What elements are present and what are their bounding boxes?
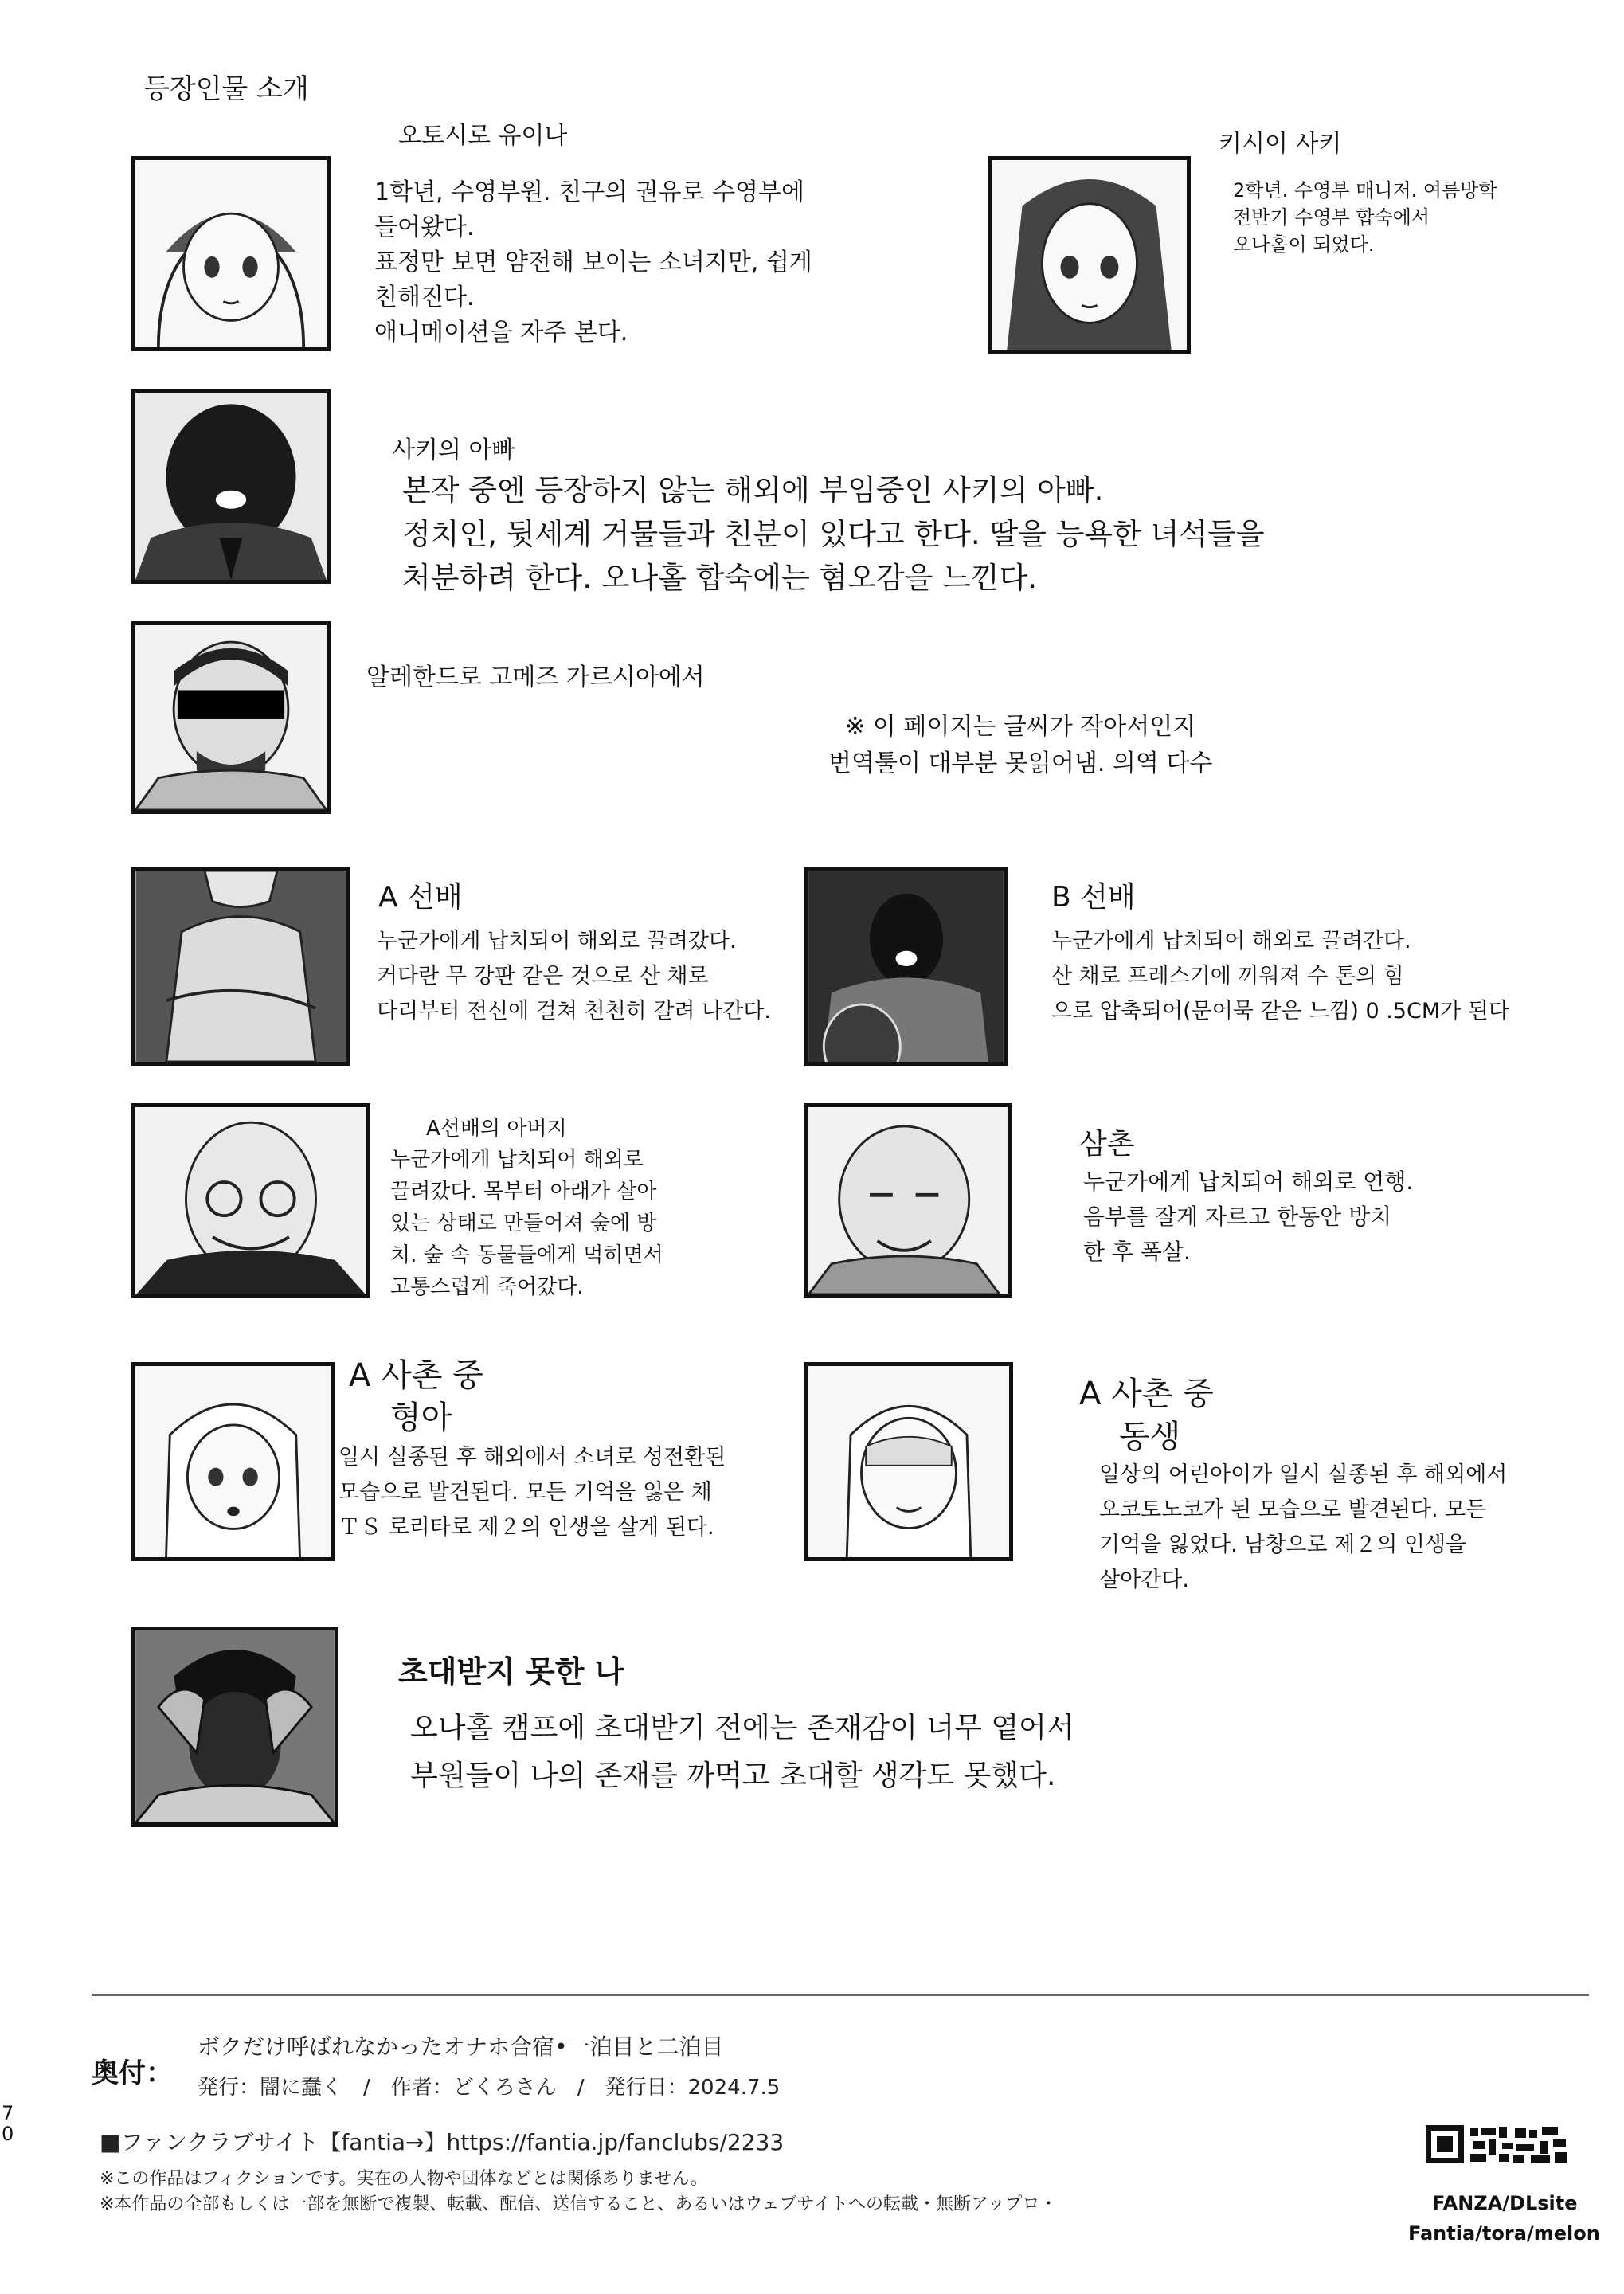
name-b-senpai: B 선배 <box>1051 881 1136 914</box>
desc-a-senpai: 누군가에게 납치되어 해외로 끌려갔다. 커다란 무 강판 같은 것으로 산 채로 다리부터 전신에 걸쳐 천천히 갈려 나간다. <box>377 929 771 1024</box>
colophon-divider <box>92 1994 1589 1996</box>
name-cousin-younger-1: A 사촌 중 <box>1079 1376 1214 1412</box>
desc-yuina: 1학년, 수영부원. 친구의 권유로 수영부에 들어왔다. 표정만 보면 얌전해 보이는 소녀지만, 쉽게 친해진다. 애니메이션을 자주 본다. <box>374 178 812 346</box>
portrait-alejandro <box>131 621 331 814</box>
name-cousin-elder-2: 형아 <box>390 1399 452 1436</box>
portrait-me <box>131 1627 338 1827</box>
desc-b-senpai: 누군가에게 납치되어 해외로 끌려간다. 산 채로 프레스기에 끼워져 수 톤의 힘 으로 압축되어(문어묵 같은 느낌) 0 .5CM가 된다 <box>1051 929 1509 1024</box>
portrait-b-senpai <box>804 867 1008 1066</box>
portrait-a-senpai <box>131 867 350 1066</box>
desc-a-senpai-father: 누군가에게 납치되어 해외로 끌려갔다. 목부터 아래가 살아 있는 상태로 만들어져 숲에 방 치. 숲 속 동물들에게 먹히면서 고통스럽게 죽어갔다. <box>390 1148 663 1299</box>
translator-note: ※ 이 페이지는 글씨가 작아서인지 번역툴이 대부분 못읽어냄. 의역 다수 <box>828 713 1213 777</box>
stores-line-2: Fantia/tora/melon <box>1408 2222 1600 2245</box>
colophon-meta: 発行：闇に蠢く / 作者：どくろさん / 発行日：2024.7.5 <box>198 2076 781 2100</box>
portrait-cousin-younger <box>804 1362 1013 1561</box>
desc-cousin-younger: 일상의 어린아이가 일시 실종된 후 해외에서 오코토노코가 된 모습으로 발견된다. 모든 기억을 잃었다. 남창으로 제２의 인생을 살아간다. <box>1099 1462 1508 1592</box>
name-a-senpai-father: A선배의 아버지 <box>426 1117 567 1141</box>
colophon-label: 奥付： <box>92 2057 173 2089</box>
desc-saki-father: 본작 중엔 등장하지 않는 해외에 부임중인 사키의 아빠. 정치인, 뒷세계 거물들과 친분이 있다고 한다. 딸을 능욕한 녀석들을 처분하려 한다. 오나홀 합숙에는 혐오감을 느낀다. <box>402 473 1265 595</box>
name-yuina: 오토시로 유이나 <box>398 122 568 150</box>
portrait-uncle <box>804 1103 1012 1298</box>
desc-uncle: 누군가에게 납치되어 해외로 연행. 음부를 잘게 자르고 한동안 방치 한 후 폭살. <box>1083 1169 1414 1265</box>
name-a-senpai: A 선배 <box>378 881 463 914</box>
portrait-cousin-elder <box>131 1362 335 1561</box>
portrait-yuina <box>131 156 331 351</box>
colophon-title: ボクだけ呼ばれなかったオナホ合宿•一泊目と二泊目 <box>198 2034 724 2060</box>
qr-code <box>1426 2125 1569 2163</box>
page-title: 등장인물 소개 <box>143 73 309 105</box>
colophon-notice-2: ※本作品の全部もしくは一部を無断で複製、転載、配信、送信すること、あるいはウェブサイトへの転載・無断アップロ・ <box>100 2194 1058 2214</box>
desc-me: 오나홀 캠프에 초대받기 전에는 존재감이 너무 옅어서 부원들이 나의 존재를 까먹고 초대할 생각도 못했다. <box>410 1712 1074 1792</box>
portrait-saki-father <box>131 389 331 584</box>
portrait-a-senpai-father <box>131 1103 370 1298</box>
colophon-notice-1: ※この作品はフィクションです。実在の人物や団体などとは関係ありません。 <box>100 2169 708 2189</box>
stores-line-1: FANZA/DLsite <box>1432 2192 1578 2214</box>
name-cousin-elder-1: A 사촌 중 <box>349 1357 483 1394</box>
desc-cousin-elder: 일시 실종된 후 해외에서 소녀로 성전환된 모습으로 발견된다. 모든 기억을 잃은 채 ＴＳ 로리타로 제２의 인생을 살게 된다. <box>338 1445 726 1540</box>
name-alejandro: 알레한드로 고메즈 가르시아에서 <box>366 664 705 691</box>
name-cousin-younger-2: 동생 <box>1119 1419 1181 1455</box>
name-saki-father: 사키의 아빠 <box>392 436 515 464</box>
name-saki: 키시이 사키 <box>1219 130 1342 158</box>
desc-saki: 2학년. 수영부 매니저. 여름방학 전반기 수영부 합숙에서 오나홀이 되었다. <box>1233 179 1497 256</box>
colophon-fanclub: ■ファンクラブサイト【fantia→】https://fantia.jp/fanclubs/2233 <box>100 2129 785 2155</box>
name-me: 초대받지 못한 나 <box>398 1654 624 1689</box>
page-number: 70 <box>2 2102 14 2145</box>
portrait-saki <box>988 156 1191 354</box>
name-uncle: 삼촌 <box>1079 1128 1135 1161</box>
